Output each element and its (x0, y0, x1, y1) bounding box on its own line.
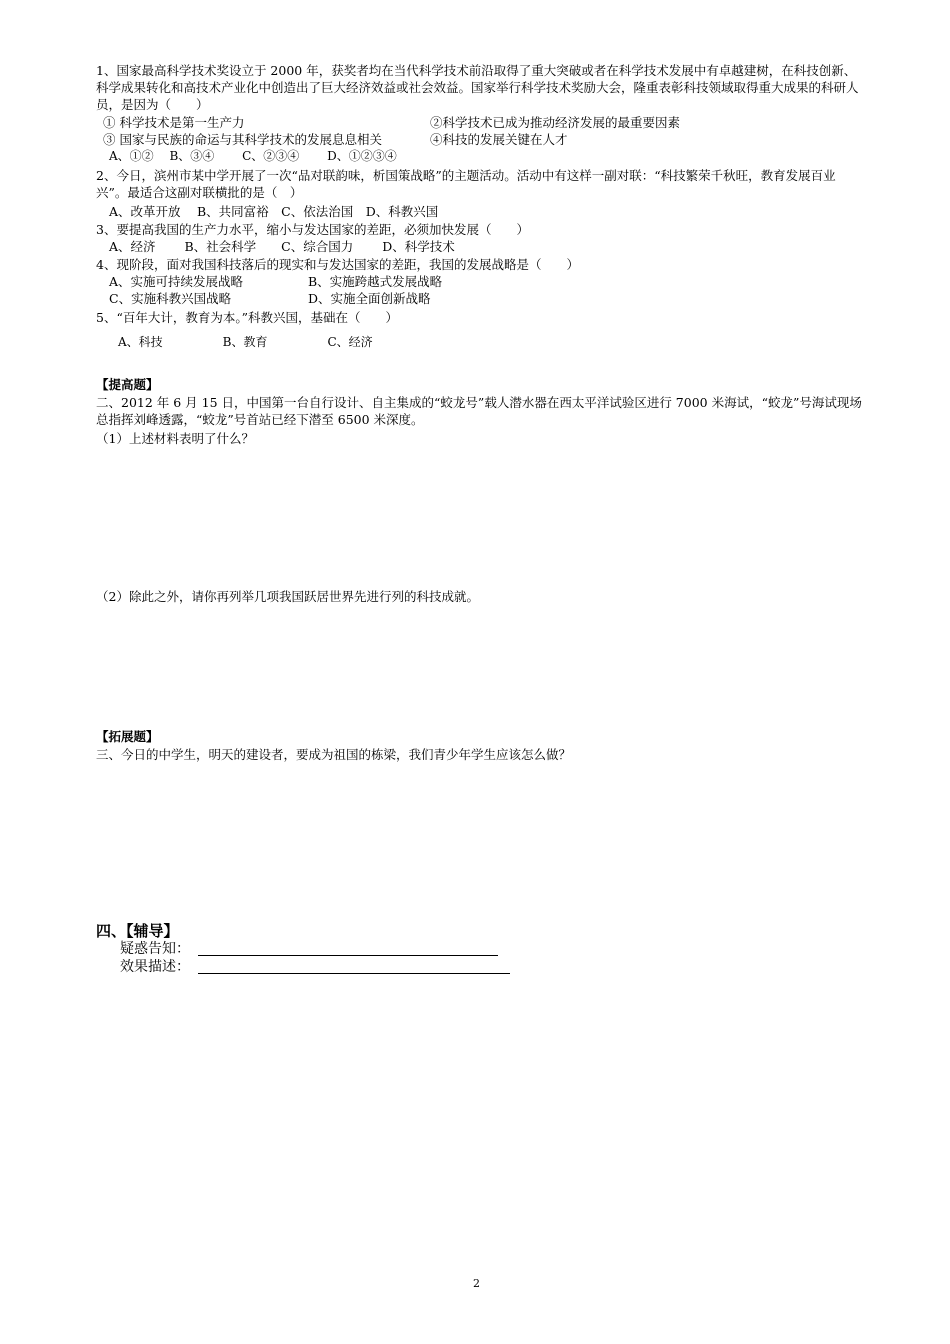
question-1-stem: 1、国家最高科学技术奖设立于 2000 年，获奖者均在当代科学技术前沿取得了重大突破或者在科学技术发展中有卓越建树，在科技创新、科学成果转化和高技术产业化中创造出了巨大经济效益或社会效益。国家举行科学技术奖励大会，隆重表彰科技领域取得重大成果的科研人员，是因为（ ） (96, 63, 859, 112)
question-1-option-1: ① 科学技术是第一生产力 (103, 115, 245, 130)
question-3-stem: 3、要提高我国的生产力水平，缩小与发达国家的差距，必须加快发展（ ） (96, 222, 529, 237)
question-5-choices: A、科技 B、教育 C、经济 (118, 335, 373, 349)
question-4-option-b: B、实施跨越式发展战略 (308, 274, 443, 289)
doubt-label: 疑惑告知： (120, 941, 190, 957)
question-2-choices: A、改革开放 B、共同富裕 C、依法治国 D、科教兴国 (109, 204, 439, 219)
question-4-option-c: C、实施科教兴国战略 (109, 291, 232, 306)
advanced-subquestion-1: （1）上述材料表明了什么？ (96, 431, 254, 446)
guidance-heading: 四、【辅导】 (96, 922, 179, 940)
question-1-option-2: ②科学技术已成为推动经济发展的最重要因素 (430, 115, 681, 130)
advanced-material: 二、2012 年 6 月 15 日，中国第一台自行设计、自主集成的“蛟龙号”载人潜水器在西太平洋试验区进行 7000 米海试，“蛟龙”号海试现场总指挥刘峰透露，“蛟龙”号首站已经下潜至 6500 米深度。 (96, 395, 862, 427)
advanced-heading: 【提高题】 (96, 377, 159, 392)
extension-heading: 【拓展题】 (96, 729, 159, 744)
effect-answer-line[interactable] (198, 973, 510, 974)
page-number: 2 (473, 1277, 480, 1290)
question-3-choices: A、经济 B、社会科学 C、综合国力 D、科学技术 (109, 239, 455, 254)
question-1-option-4: ④科技的发展关键在人才 (430, 132, 568, 147)
question-1-option-3: ③ 国家与民族的命运与其科学技术的发展息息相关 (103, 132, 382, 147)
question-4-stem: 4、现阶段，面对我国科技落后的现实和与发达国家的差距，我国的发展战略是（ ） (96, 257, 579, 272)
question-4-option-d: D、实施全面创新战略 (308, 291, 431, 306)
question-1-choices: A、①② B、③④ C、②③④ D、①②③④ (109, 149, 397, 163)
advanced-subquestion-2: （2）除此之外，请你再列举几项我国跃居世界先进行列的科技成就。 (96, 589, 479, 604)
question-5-stem: 5、“百年大计，教育为本。”科教兴国，基础在（ ） (96, 310, 398, 325)
question-2-stem: 2、今日，滨州市某中学开展了一次“品对联韵味，析国策战略”的主题活动。活动中有这样一副对联：“科技繁荣千秋旺，教育发展百业兴”。最适合这副对联横批的是（ ） (96, 168, 836, 200)
effect-label: 效果描述： (120, 959, 190, 975)
extension-question: 三、今日的中学生，明天的建设者，要成为祖国的栋梁，我们青少年学生应该怎么做？ (96, 747, 572, 762)
doubt-answer-line[interactable] (198, 955, 498, 956)
question-4-option-a: A、实施可持续发展战略 (109, 274, 244, 289)
